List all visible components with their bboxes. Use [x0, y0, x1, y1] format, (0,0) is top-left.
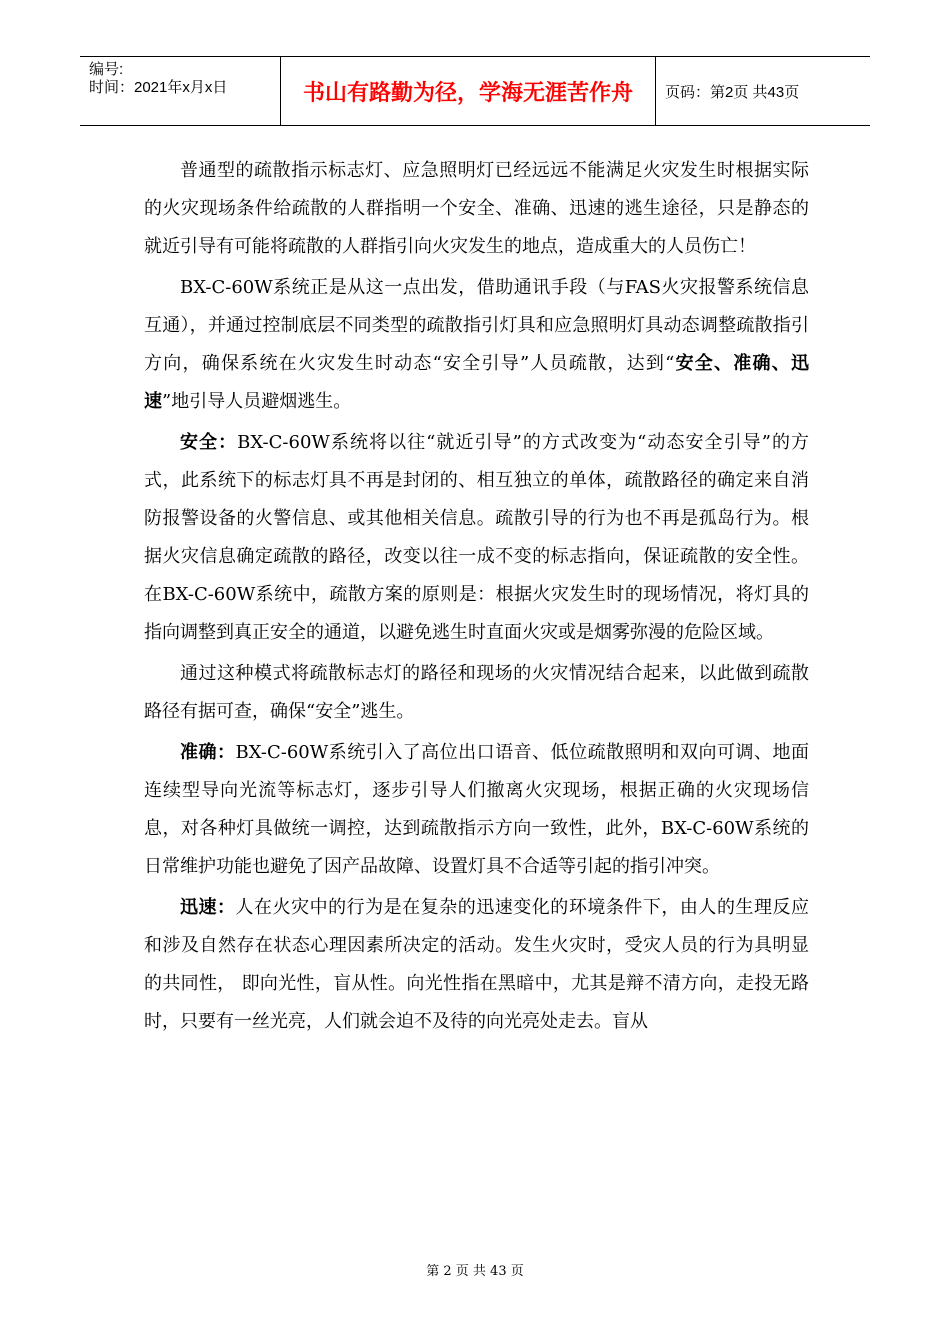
- safety-text: BX-C-60W系统将以往“就近引导”的方式改变为“动态安全引导”的方式，此系统下的标志灯具不再是封闭的、相互独立的单体，疏散路径的确定来自消防报警设备的火警信息、或其他相关信息。疏散引导的行为也不再是孤岛行为。根据火灾信息确定疏散的路径，改变以往一成不变的标志指向，保证疏散的安全性。在BX-C-60W系统中，疏散方案的原则是：根据火灾发生时的现场情况，将灯具的指向调整到真正安全的通道，以避免逃生时直面火灾或是烟雾弥漫的危险区域。: [144, 432, 809, 643]
- paragraph-4: 通过这种模式将疏散标志灯的路径和现场的火灾情况结合起来，以此做到疏散路径有据可查，确保“安全”逃生。: [144, 663, 809, 722]
- speed-text: 人在火灾中的行为是在复杂的迅速变化的环境条件下，由人的生理反应和涉及自然存在状态心理因素所决定的活动。发生火灾时，受灾人员的行为具明显的共同性， 即向光性，盲从性。向光性指在黑暗中，尤其是辩不清方向，走投无路时，只要有一丝光亮，人们就会迫不及待的向光亮处走去。盲从: [144, 897, 809, 1032]
- paragraph-1: 普通型的疏散指示标志灯、应急照明灯已经远远不能满足火灾发生时根据实际的火灾现场条件给疏散的人群指明一个安全、准确、迅速的逃生途径，只是静态的就近引导有可能将疏散的人群指引向火灾发生的地点，造成重大的人员伤亡！: [144, 160, 809, 257]
- safety-label: 安全：: [180, 432, 238, 453]
- number-label: 编号:: [89, 61, 124, 78]
- header-meta: [80, 57, 280, 125]
- paragraph-speed: [144, 889, 809, 1041]
- document-body: [144, 152, 809, 1044]
- paragraph-2-emphasis: 安全、准确、迅速: [144, 353, 810, 412]
- paragraph-safety: [144, 424, 809, 652]
- paragraph-2: [144, 269, 809, 421]
- page-footer: 第 2 页 共 43 页: [426, 1264, 524, 1279]
- paragraph-2-tail: ”地引导人员避烟逃生。: [162, 391, 352, 412]
- time-label: 时间：2021年x月x日: [89, 79, 228, 96]
- header-page-info: 页码：第2页 共43页: [665, 83, 800, 101]
- paragraph-accuracy: [144, 734, 809, 886]
- speed-label: 迅速：: [180, 897, 236, 918]
- header-motto: 书山有路勤为径，学海无涯苦作舟: [280, 57, 656, 125]
- accuracy-label: 准确：: [180, 742, 236, 763]
- paragraph-2-text: BX-C-60W系统正是从这一点出发，借助通讯手段（与FAS火灾报警系统信息互通），并通过控制底层不同类型的疏散指引灯具和应急照明灯具动态调整疏散指引方向，确保系统在火灾发生时动态“安全引导”人员疏散，达到“: [144, 277, 809, 374]
- accuracy-text: BX-C-60W系统引入了高位出口语音、低位疏散照明和双向可调、地面连续型导向光流等标志灯，逐步引导人们撤离火灾现场，根据正确的火灾现场信息，对各种灯具做统一调控，达到疏散指示方向一致性，此外，BX-C-60W系统的日常维护功能也避免了因产品故障、设置灯具不合适等引起的指引冲突。: [144, 742, 809, 877]
- page-header: [80, 56, 870, 126]
